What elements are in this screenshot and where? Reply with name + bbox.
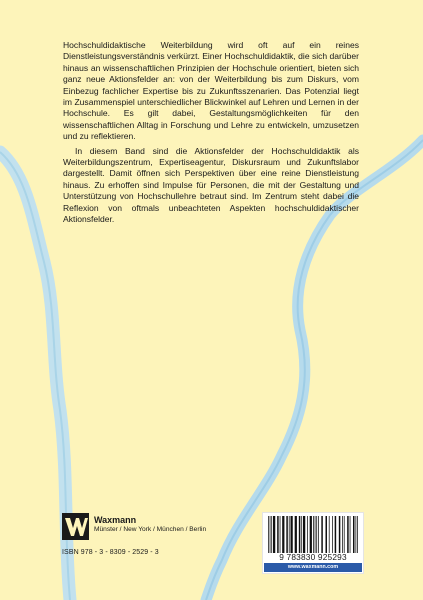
barcode-bar — [271, 516, 272, 553]
barcode-bar — [329, 516, 330, 553]
barcode-bar — [321, 516, 323, 553]
barcode-bar — [303, 516, 305, 553]
barcode-bar — [335, 516, 337, 553]
barcode-bar — [350, 516, 351, 553]
blurb-paragraph-2: In diesem Band sind die Aktionsfelder der Hochschuldidaktik als Weiterbildungszentrum, Expertiseagentur, Diskursraum und Zukunftslabor dargestellt. Damit öffnen sich Perspektiven über eine reine Dienstleistung hinaus. Zu erhoffen sind Impulse für Personen, die mit der Gestaltung und Unterstützung von Hochschullehre betraut sind. Im Zentrum steht dabei die Reflexion von oftmals unbeachteten Aspekten hochschuldidaktischer Aktionsfelder. — [63, 145, 359, 225]
barcode-bar — [270, 516, 271, 553]
barcode-bar — [282, 516, 284, 553]
barcode-bar — [289, 516, 290, 553]
barcode-panel — [262, 512, 364, 574]
barcode-bar — [295, 516, 297, 553]
publisher-name: Waxmann — [94, 515, 137, 525]
barcode-bar — [286, 516, 288, 553]
barcode-digits: 9 783830 925293 — [279, 552, 347, 562]
barcode-bar — [326, 516, 328, 553]
barcode-bars — [268, 516, 358, 553]
barcode-bar — [310, 516, 312, 553]
barcode-bar — [332, 516, 333, 553]
left-stream — [0, 152, 70, 600]
barcode-bar — [356, 516, 357, 553]
barcode-bar — [277, 516, 279, 553]
barcode-bar — [280, 516, 281, 553]
barcode-bar — [339, 516, 341, 553]
barcode-bar — [318, 516, 319, 553]
publisher-cities: Münster / New York / München / Berlin — [94, 526, 207, 533]
barcode-bar — [347, 516, 349, 553]
waxmann-logo-icon — [62, 513, 89, 540]
barcode-bar — [273, 516, 275, 553]
barcode-bar — [344, 516, 345, 553]
publisher-url: www.waxmann.com — [264, 563, 362, 572]
barcode-bar — [268, 516, 269, 553]
barcode-bar — [316, 516, 317, 553]
back-cover-blurb — [63, 40, 359, 226]
barcode-bar — [307, 516, 308, 553]
blurb-paragraph-1: Hochschuldidaktische Weiterbildung wird oft auf ein reines Dienstleistungsverständnis verkürzt. Einer Hochschuldidaktik, die sich darüber hinaus an wissenschaftlichen Prinzipien der Hochschule orientiert, bieten sich ganz neue Aktionsfelder an: von der Weiterbildung bis zum Diskurs, vom Einbezug fachlicher Expertise bis zu Zukunftsszenarien. Das Potenzial liegt im Zusammenspiel unterschiedlicher Blickwinkel auf Lehren und Lernen in der Hochschule. Es gilt dabei, Gestaltungsmöglichkeiten für den wissenschaftlichen Alltag in Forschung und Lehre zu entwickeln, umzusetzen und zu reflektieren. — [63, 40, 359, 142]
barcode-bar — [299, 516, 301, 553]
barcode-bar — [342, 516, 343, 553]
publisher-block — [62, 512, 262, 574]
barcode-bar — [291, 516, 293, 553]
isbn-number: ISBN 978 - 3 - 8309 - 2529 - 3 — [62, 549, 159, 556]
barcode-bar — [315, 516, 316, 553]
barcode-bar — [357, 516, 358, 553]
barcode-bar — [353, 516, 355, 553]
barcode-bar — [313, 516, 314, 553]
barcode-bar — [301, 516, 302, 553]
